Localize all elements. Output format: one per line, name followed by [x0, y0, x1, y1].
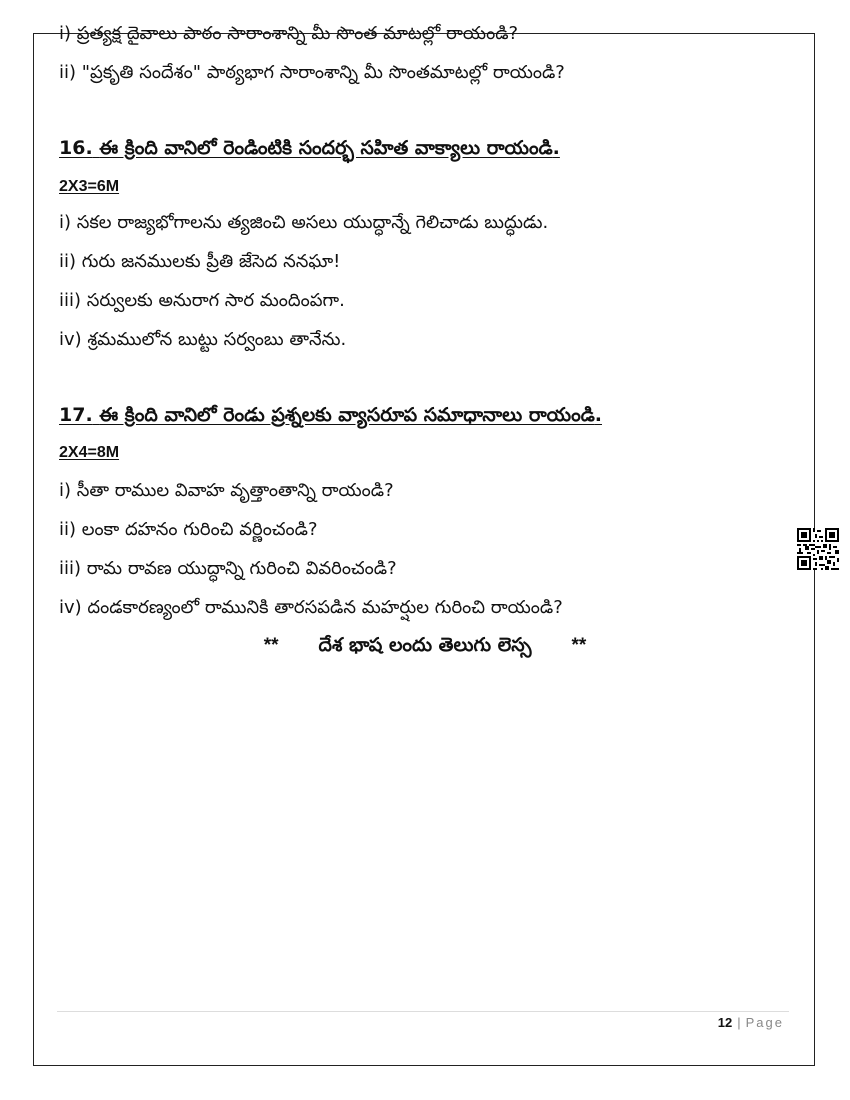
list-item: i) ప్రత్యక్ష దైవాలు పాఠం సారాంశాన్ని మీ సొంత మాటల్లో రాయండి? — [59, 23, 519, 44]
motto-text: దేశ భాష లందు తెలుగు లెస్స — [318, 634, 532, 656]
list-item: ii) లంకా దహనం గురించి వర్ణించండి? — [59, 519, 318, 540]
list-item: ii) "ప్రకృతి సందేశం" పాఠ్యభాగ సారాంశాన్ని మీ సొంతమాటల్లో రాయండి? — [59, 62, 565, 83]
qr-code-icon — [797, 528, 839, 570]
stars-left: ** — [263, 635, 279, 656]
question-trailing: . — [552, 137, 560, 159]
list-item: iii) సర్వులకు అనురాగ సార మందింపగా. — [59, 290, 345, 311]
question-trailing: . — [594, 404, 602, 426]
closing-motto — [0, 634, 850, 661]
list-item: iii) రామ రావణ యుద్ధాన్ని గురించి వివరించండి? — [59, 558, 397, 579]
page-label: Page — [745, 1015, 784, 1030]
page-number: 12 — [717, 1015, 733, 1030]
question-number: 16. — [59, 137, 93, 159]
marks-label: 2X3=6M — [59, 178, 120, 195]
list-item: iv) దండకారణ్యంలో రామునికి తారసపడిన మహర్షుల గురించి రాయండి? — [59, 597, 563, 618]
question-17-heading — [59, 403, 602, 427]
list-item: i) సకల రాజ్యభోగాలను త్యజించి అసలు యుద్ధాన్నే గెలిచాడు బుద్ధుడు. — [59, 212, 549, 233]
question-number: 17. — [59, 404, 93, 426]
question-text: ఈ క్రింది వానిలో రెండింటికి సందర్భ సహిత వాక్యాలు రాయండి — [99, 137, 553, 159]
list-item: ii) గురు జనములకు ప్రీతి జేసెద ననఘా! — [59, 251, 341, 272]
question-text: ఈ క్రింది వానిలో రెండు ప్రశ్నలకు వ్యాసరూప సమాధానాలు రాయండి — [99, 404, 595, 426]
footer-divider — [57, 1011, 789, 1012]
footer-separator: | — [737, 1015, 741, 1030]
marks-label: 2X4=8M — [59, 444, 120, 461]
question-16-heading — [59, 136, 560, 160]
page-border — [33, 33, 815, 1066]
page-footer — [718, 1015, 784, 1030]
stars-right: ** — [571, 635, 587, 656]
list-item: iv) శ్రమములోన బుట్టు సర్వంబు తానేను. — [59, 329, 347, 350]
list-item: i) సీతా రాముల వివాహ వృత్తాంతాన్ని రాయండి? — [59, 480, 394, 501]
